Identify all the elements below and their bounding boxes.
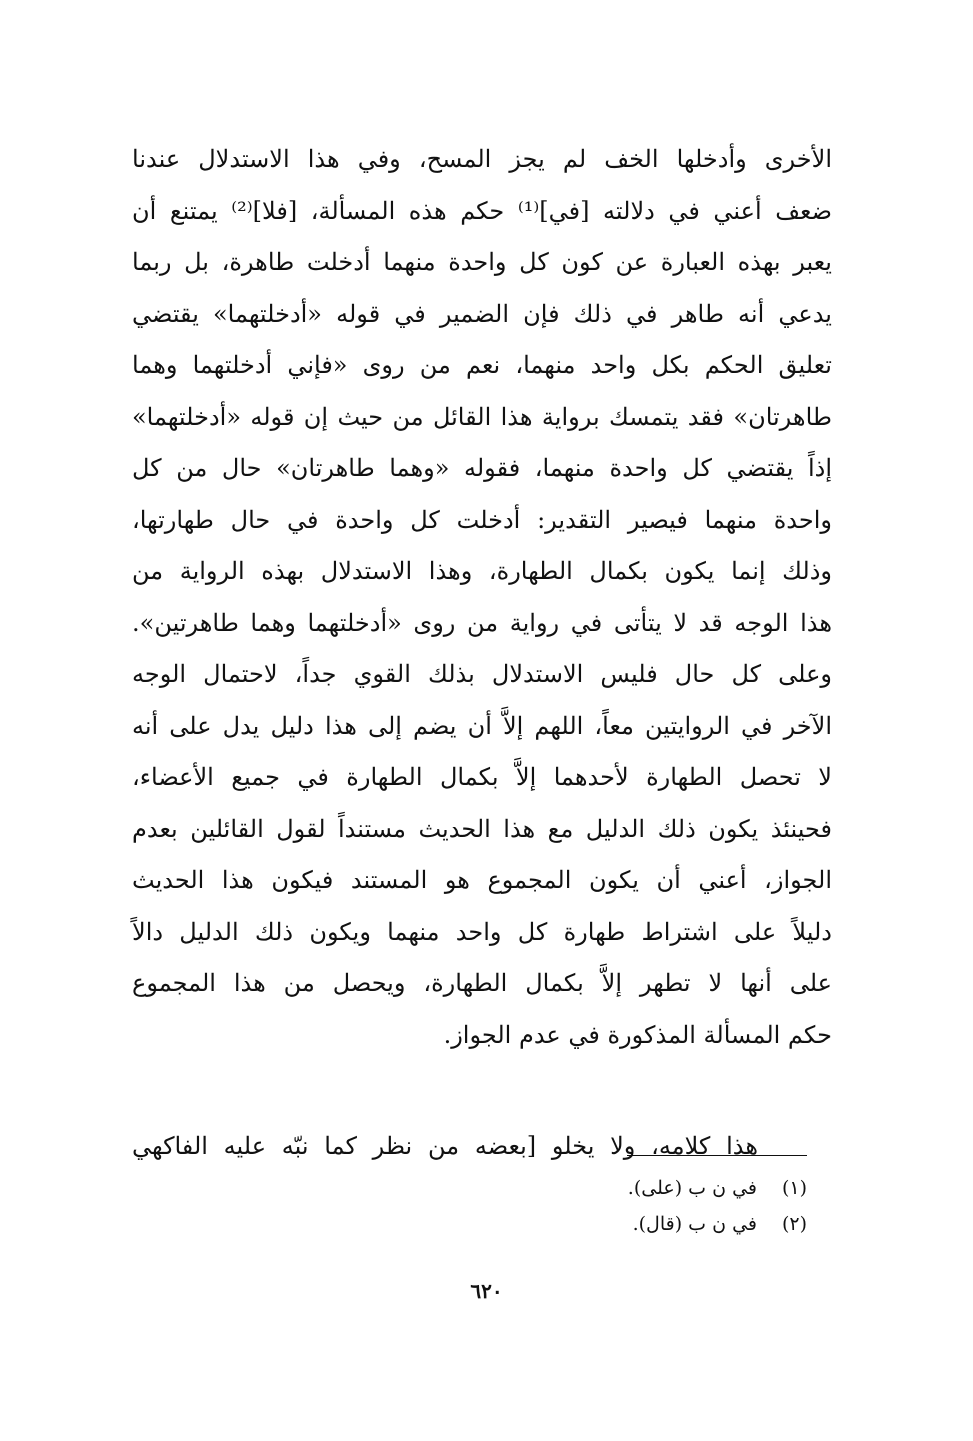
text-line: طاهرتان» فقد يتمسك برواية هذا القائل من حيث إن قوله «أدخلتهما» xyxy=(132,402,832,431)
text-line: لا تحصل الطهارة لأحدهما إلاَّ بكمال الطهارة في جميع الأعضاء، xyxy=(132,763,832,791)
text-line: على أنها لا تطهر إلاَّ بكمال الطهارة، ويحصل من هذا المجموع xyxy=(132,969,832,997)
text-line: الأخرى وأدخلها الخف لم يجز المسح، وفي هذا الاستدلال عندنا xyxy=(132,145,832,173)
closing-line: هذا كلامه، ولا يخلو [بعضه من نظر كما نبّه عليه الفاكهي xyxy=(132,1132,758,1160)
text-line: وعلى كل حال فليس الاستدلال بذلك القوي جداً، لاحتمال الوجه xyxy=(132,660,832,688)
text-line: وذلك إنما يكون بكمال الطهارة، وهذا الاستدلال بهذه الرواية من xyxy=(132,557,832,585)
text-line: تعليق الحكم بكل واحد منهما، نعم من روى «فإني أدخلتهما وهما xyxy=(132,351,832,379)
text-line: الجواز، أعني أن يكون المجموع هو المستند فيكون هذا الحديث xyxy=(132,866,832,894)
text-line: الآخر في الروايتين معاً، اللهم إلاَّ أن يضم إلى هذا دليل يدل على أنه xyxy=(132,711,832,740)
text-line: دليلاً على اشتراط طهارة كل واحد منهما ويكون ذلك الدليل دالاً xyxy=(132,917,832,946)
footnotes xyxy=(407,1170,807,1242)
text-line: فحينئذ يكون ذلك الدليل مع هذا الحديث مستنداً لقول القائلين بعدم xyxy=(132,814,832,843)
footnote-number: (١) xyxy=(781,1177,807,1199)
page-number: ٦٢٠ xyxy=(470,1279,503,1303)
text-line: ضعف أعني في دلالته [في]⁽¹⁾ حكم هذه المسألة، [فلا]⁽²⁾ يمتنع أن xyxy=(132,196,833,225)
footnote-text: في ن ب (قال). xyxy=(632,1213,757,1235)
text-line: واحدة منهما فيصير التقدير: أدخلت كل واحدة في حال طهارتها، xyxy=(132,505,832,534)
footnote-item xyxy=(407,1206,807,1242)
text-line: يدعي أنه طاهر في ذلك فإن الضمير في قوله «أدخلتهما» يقتضي xyxy=(132,299,832,328)
footnote-text: في ن ب (على). xyxy=(627,1177,757,1199)
footnote-item xyxy=(407,1170,807,1206)
text-line: يعبر بهذه العبارة عن كون كل واحدة منهما أدخلت طاهرة، بل ربما xyxy=(132,248,832,276)
text-line: هذا الوجه قد لا يتأتى في رواية من روى «أدخلتهما وهما طاهرتين». xyxy=(132,608,832,637)
footnote-divider xyxy=(627,1155,807,1156)
text-line: إذاً يقتضي كل واحدة منهما، فقوله «وهما طاهرتان» حال من كل xyxy=(132,454,832,482)
text-line: حكم المسألة المذكورة في عدم الجواز. xyxy=(443,1020,832,1049)
footnote-number: (٢) xyxy=(781,1213,807,1235)
main-text-block xyxy=(132,134,832,1173)
paragraph-gap xyxy=(132,1061,832,1121)
